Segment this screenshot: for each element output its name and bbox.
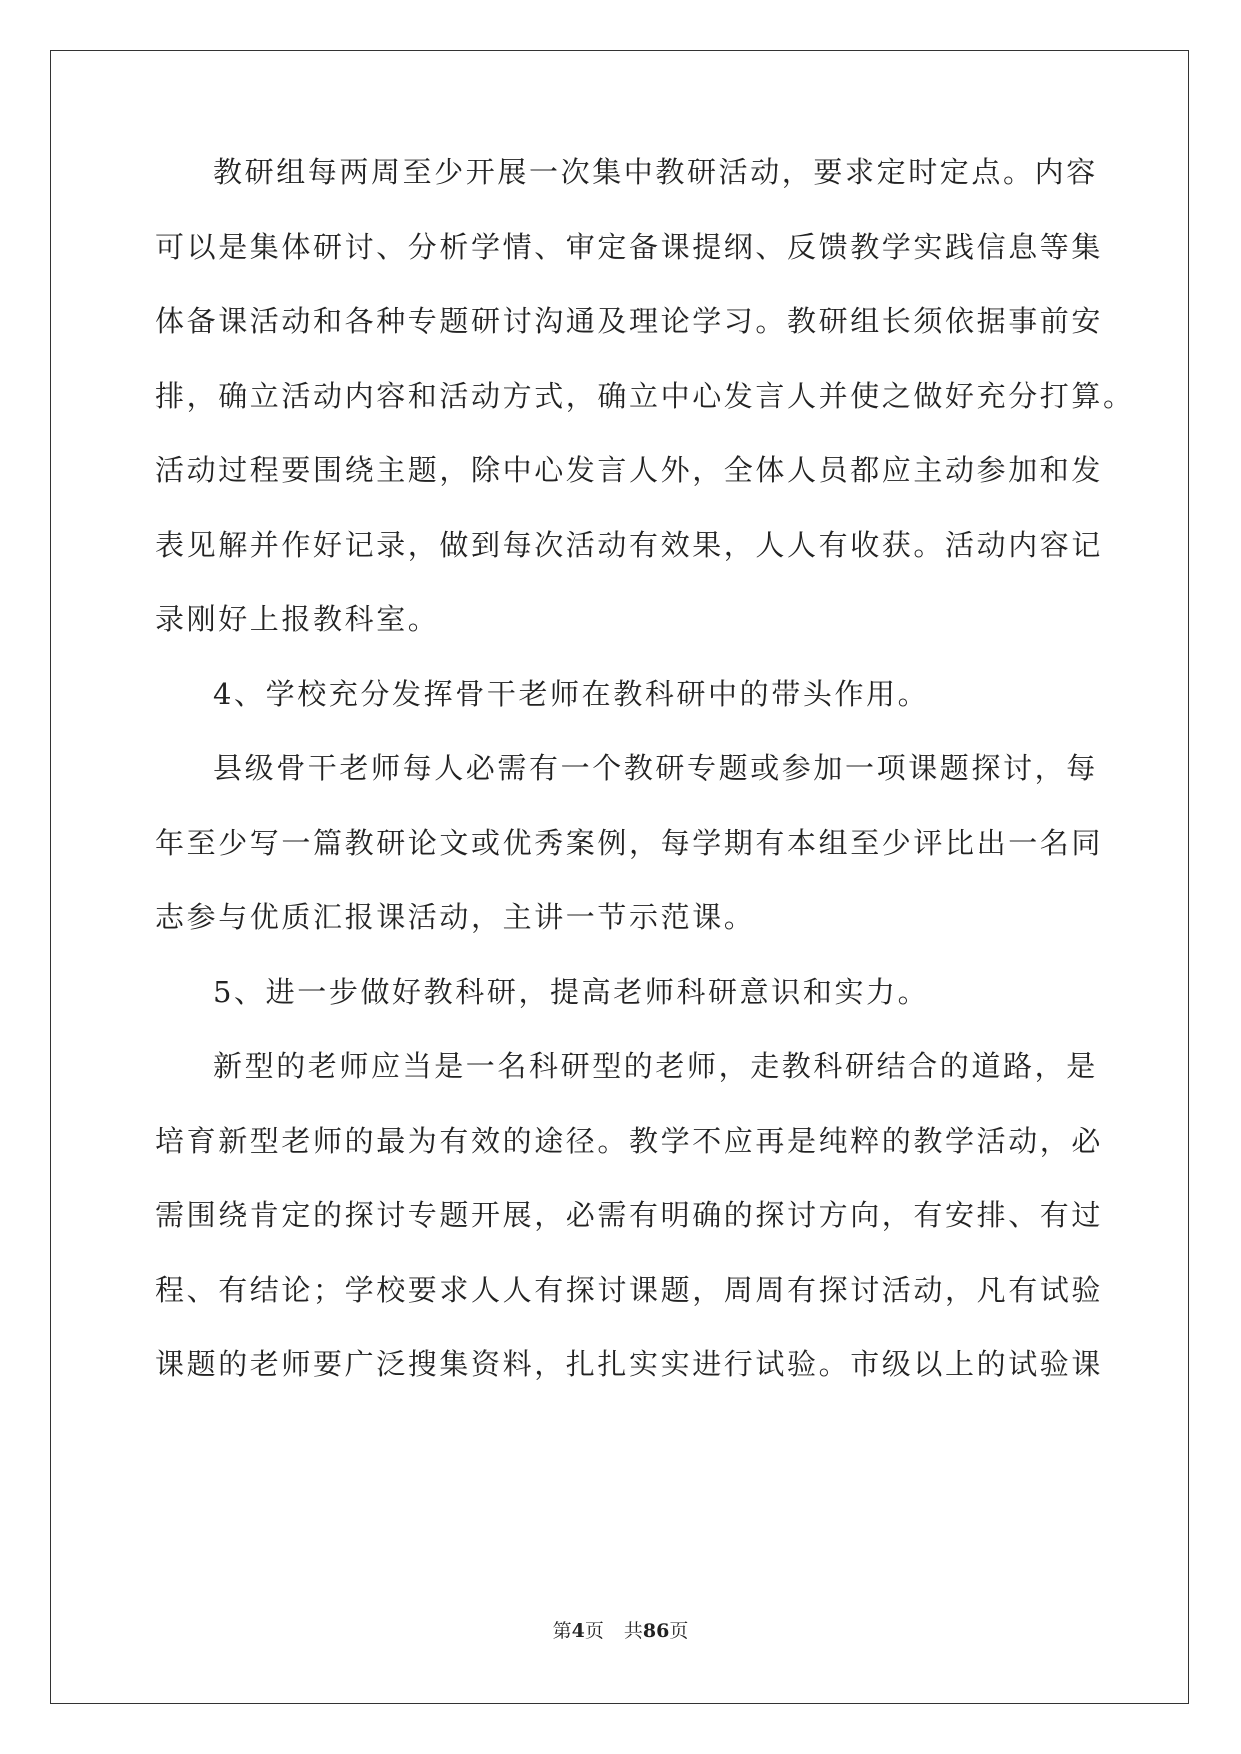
body-line: 表见解并作好记录，做到每次活动有效果，人人有收获。活动内容记 [155,528,1104,562]
body-line: 县级骨干老师每人必需有一个教研专题或参加一项课题探讨，每 [213,751,1098,785]
body-line: 志参与优质汇报课活动，主讲一节示范课。 [155,900,756,934]
list-item-5: 5、进一步做好教科研，提高老师科研意识和实力。 [213,975,930,1009]
footer-total-number: 86 [642,1620,670,1642]
footer-page-suffix: 页 [584,1620,604,1642]
body-line: 可以是集体研讨、分析学情、审定备课提纲、反馈教学实践信息等集 [155,230,1104,264]
page-border [50,50,1189,1704]
body-line: 活动过程要围绕主题，除中心发言人外，全体人员都应主动参加和发 [155,453,1104,487]
list-item-4: 4、学校充分发挥骨干老师在教科研中的带头作用。 [213,677,930,711]
body-line: 教研组每两周至少开展一次集中教研活动，要求定时定点。内容 [213,155,1098,189]
footer-total-prefix: 共 [623,1620,643,1642]
body-line: 程、有结论；学校要求人人有探讨课题，周周有探讨活动，凡有试验 [155,1273,1104,1307]
footer-page-prefix: 第 [552,1620,572,1642]
body-line: 需围绕肯定的探讨专题开展，必需有明确的探讨方向，有安排、有过 [155,1198,1104,1232]
page-footer [0,1619,1241,1643]
body-line: 体备课活动和各种专题研讨沟通及理论学习。教研组长须依据事前安 [155,304,1104,338]
body-line: 排，确立活动内容和活动方式，确立中心发言人并使之做好充分打算。 [155,379,1135,413]
body-line: 录刚好上报教科室。 [155,602,440,636]
footer-total-suffix: 页 [669,1620,689,1642]
footer-page-number: 4 [571,1620,585,1642]
body-line: 课题的老师要广泛搜集资料，扎扎实实进行试验。市级以上的试验课 [155,1347,1104,1381]
body-line: 年至少写一篇教研论文或优秀案例，每学期有本组至少评比出一名同 [155,826,1104,860]
body-line: 新型的老师应当是一名科研型的老师，走教科研结合的道路，是 [213,1049,1098,1083]
body-line: 培育新型老师的最为有效的途径。教学不应再是纯粹的教学活动，必 [155,1124,1104,1158]
